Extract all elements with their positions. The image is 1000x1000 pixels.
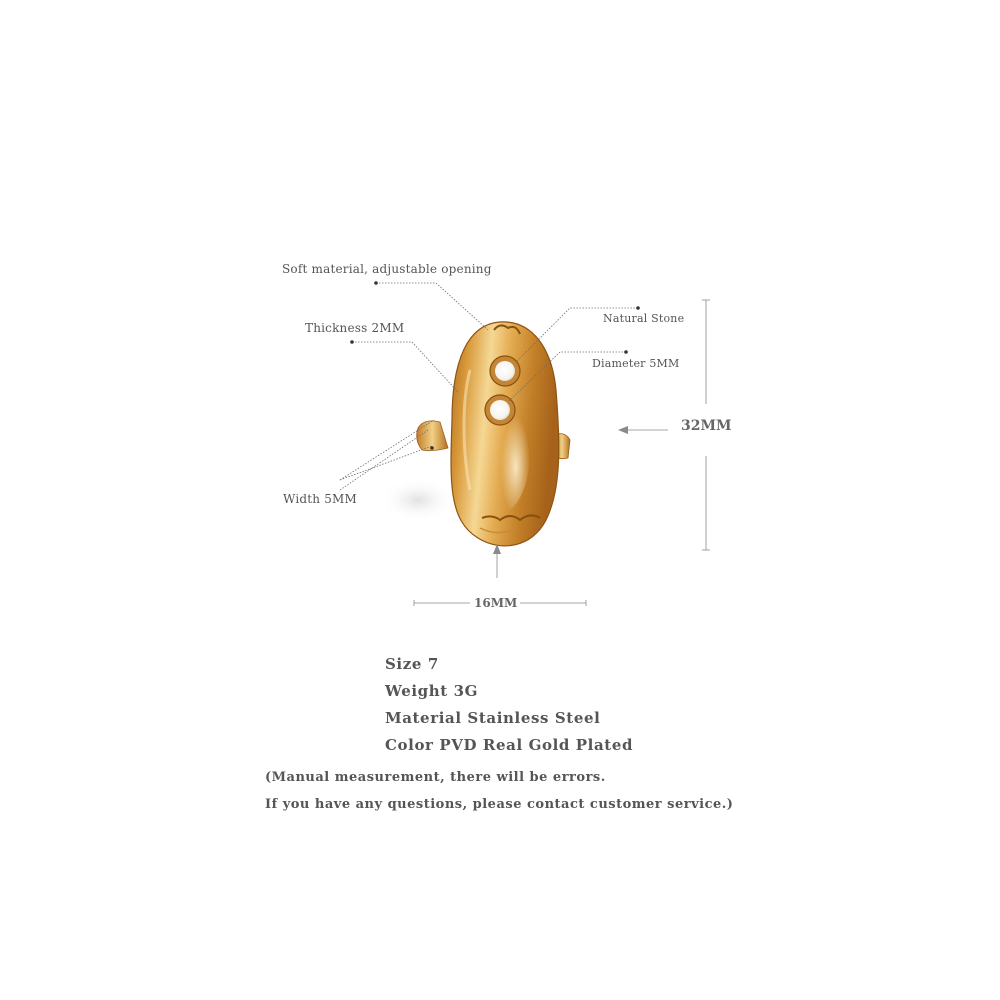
guide-thickness <box>352 342 458 392</box>
height-dimension-label: 32MM <box>681 418 732 434</box>
callout-thickness: Thickness 2MM <box>305 321 405 335</box>
spec-material: Material Stainless Steel <box>385 709 601 727</box>
guide-width-a <box>340 420 434 480</box>
width-arrow-head <box>493 544 501 554</box>
note-contact: If you have any questions, please contact customer service.) <box>265 797 734 812</box>
callout-natural-stone: Natural Stone <box>603 312 685 325</box>
spec-weight: Weight 3G <box>385 682 479 700</box>
height-arrow-head <box>618 426 628 434</box>
guide-width-c <box>340 430 428 490</box>
spec-color: Color PVD Real Gold Plated <box>385 736 634 754</box>
callout-width: Width 5MM <box>283 492 358 506</box>
callout-soft-material: Soft material, adjustable opening <box>282 262 492 276</box>
width-dimension-label: 16MM <box>474 596 518 610</box>
callout-diameter: Diameter 5MM <box>592 357 680 370</box>
note-measurement: (Manual measurement, there will be errors. <box>265 770 606 785</box>
spec-size: Size 7 <box>385 655 439 673</box>
